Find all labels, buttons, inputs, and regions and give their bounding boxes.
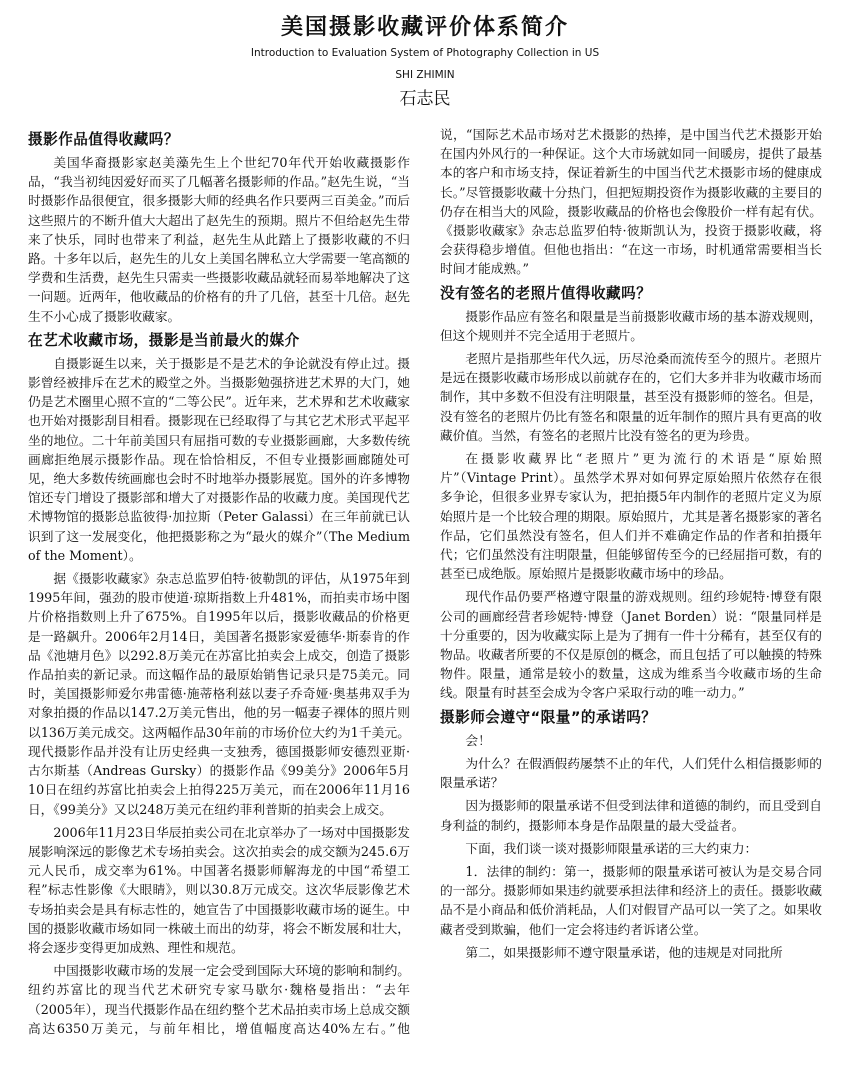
paragraph: 自摄影诞生以来，关于摄影是不是艺术的争论就没有停止过。摄影曾经被排斥在艺术的殿堂之外。当摄影勉强挤进艺术界的大门，她仍是艺术圈里心照不宣的“二等公民”。近年来，艺术界和艺术收藏家也开始对摄影刮目相看。摄影现在已经取得了与其它艺术形式平起平坐的地位。二十年前美国只有屈指可数的专业摄影画廊，大多数传统画廊拒绝展示摄影作品。现在恰恰相反，不但专业摄影画廊随处可见，绝大多数传统画廊也会时不时地举办摄影展览。国外的许多博物馆还专门增设了摄影部和增大了对摄影作品的收藏力度。美国现代艺术博物馆的摄影总监彼得·加拉斯（Peter Galassi）在三年前就已认识到了这一发展变化，他把摄影称之为“最火的媒介”（The Medium of the Moment）。 (28, 355, 410, 563)
article-header (28, 10, 822, 109)
section-heading: 摄影作品值得收藏吗？ (28, 131, 179, 148)
section-heading: 没有签名的老照片值得收藏吗？ (440, 284, 652, 302)
paragraph: 因为摄影师的限量承诺不但受到法律和道德的制约，而且受到自身利益的制约，摄影师本身是作品限量的最大受益者。 (440, 798, 822, 833)
paragraph: 美国华裔摄影家赵美藻先生上个世纪70年代开始收藏摄影作品，“我当初纯因爱好而买了几幅著名摄影师的作品。”赵先生说，“当时摄影作品很便宜，很多摄影大师的经典名作只要两三百美金。”而后这些照片的不断升值大大超出了赵先生的预期。照片不但给赵先生带来了快乐，同时也带来了利益，赵先生从此踏上了摄影收藏的不归路。十多年以后，赵先生的儿女上美国名牌私立大学需要一笔高额的学费和生活费，赵先生只需卖一些摄影收藏品就轻而易举地解决了这一问题。近两年，他收藏品的价格有的升了几倍，甚至十几倍。赵先生不小心成了摄影收藏家。 (28, 155, 410, 324)
paragraph: 为什么？在假酒假药屡禁不止的年代，人们凭什么相信摄影师的限量承诺？ (440, 755, 822, 791)
paragraph: 会！ (465, 732, 491, 748)
paragraph: 中国摄影收藏市场的发展一定会受到国际大环境的影响和制约。纽约苏富比的现当代艺术研究专家马歇尔·魏格曼指出：“去年（2005年），现当代摄影作品在纽约整个艺术品拍卖市场上总成交额高达6350万美元，与前年相比，增值幅度高达40%左右。”他说，“国际艺术品市场对艺术摄影的热捧，是中国当代艺术摄影开始在国内外风行的一种保证。这个大市场就如同一间暖房，提供了最基本的客户和市场支持，保证着新生的中国当代艺术摄影市场的健康成长。”尽管摄影收藏十分热门，但把短期投资作为摄影收藏的主要目的仍存在相当大的风险，摄影收藏品的价格也会像股价一样有起有伏。《摄影收藏家》杂志总监罗伯特·彼斯凯认为，投资于摄影收藏，将会获得稳步增值。但他也指出：“在这一市场，时机通常需要相当长时间才能成熟。” (28, 127, 822, 1036)
paragraph: 现代作品仍要严格遵守限量的游戏规则。纽约珍妮特·博登有限公司的画廊经营者珍妮特·博登（Janet Borden）说：“限量同样是十分重要的，因为收藏实际上是为了拥有一件十分稀有，甚至仅有的物品。收藏者所要的不仅是原创的概念，而且包括了可以触摸的特殊物件。限量，通常是较小的数量，这成为维系当今收藏市场的生命线。限量有时甚至会成为令客户采取行动的唯一动力。” (440, 589, 822, 701)
paragraph: 老照片是指那些年代久远，历尽沧桑而流传至今的照片。老照片是远在摄影收藏市场形成以前就存在的，它们大多并非为收藏市场而制作，其中多数不但没有注明限量，甚至没有摄影师的签名。但是，没有签名的老照片仍比有签名和限量的近年制作的照片具有更高的收藏价值。当然，有签名的老照片比没有签名的更为珍贵。 (440, 351, 822, 443)
paragraph: 在摄影收藏界比“老照片”更为流行的术语是“原始照片”（Vintage Print）。虽然学术界对如何界定原始照片依然存在很多争论，但很多业界专家认为，把拍摄5年内制作的老照片定义为原始照片是一个比较合理的期限。原始照片，尤其是著名摄影家的著名作品，它们虽然没有签名，但人们并不难确定作品的作者和拍摄年代；它们虽然没有注明限量，但能够留传至今的已经屈指可数，有的甚至已成绝版。原始照片是摄影收藏市场中的珍品。 (440, 451, 822, 582)
paragraph: 据《摄影收藏家》杂志总监罗伯特·彼勒凯的评估，从1975年到1995年间，强劲的股市使道·琼斯指数上升481%，而拍卖市场中图片价格指数则上升了675%。自1995年以后，摄影收藏品的价格更是一路飙升。2006年2月14日，美国著名摄影家爱德华·斯泰肯的作品《池塘月色》以292.8万美元在苏富比拍卖会上成交，创造了摄影作品拍卖的新记录。而这幅作品的最原始销售记录只是75美元。同时，美国摄影师爱尔弗雷德·施蒂格利兹以妻子乔奇娅·奥基弗双手为对象拍摄的作品以147.2万美元售出，他的另一幅妻子裸体的照片则以136万美元成交。这两幅作品30年前的市场价位大约为1千美元。现代摄影作品并没有让历史经典一支独秀，德国摄影师安德烈亚斯·古尔斯基（Andreas Gursky）的摄影作品《99美分》2006年5月10日在纽约苏富比拍卖会上拍得225万美元，而在2006年11月16日，《99美分》又以248万美元在纽约菲利普斯的拍卖会上成交。 (28, 571, 410, 817)
article-title: 美国摄影收藏评价体系简介 (280, 14, 569, 40)
article-body (28, 125, 822, 1053)
paragraph: 摄影作品应有签名和限量是当前摄影收藏市场的基本游戏规则，但这个规则并不完全适用于老照片。 (440, 308, 822, 343)
paragraph: 第二，如果摄影师不遵守限量承诺，他的违规是对同批所 (465, 944, 783, 960)
author-name-chinese: 石志民 (399, 89, 451, 109)
author-name-english: SHI ZHIMIN (395, 69, 455, 81)
article-subtitle-english: Introduction to Evaluation System of Photography Collection in US (250, 47, 600, 59)
section-heading: 摄影师会遵守“限量”的承诺吗？ (440, 708, 657, 726)
section-heading: 在艺术收藏市场，摄影是当前最火的媒介 (28, 331, 300, 349)
paragraph: 下面，我们谈一谈对摄影师限量承诺的三大约束力： (465, 840, 758, 856)
paragraph: 1．法律的制约：第一，摄影师的限量承诺可被认为是交易合同的一部分。摄影师如果违约就要承担法律和经济上的责任。摄影收藏品不是小商品和低价消耗品，人们对假冒产品可以一笑了之。如果收藏者受到欺骗，他们一定会将违约者诉诸公堂。 (440, 863, 822, 937)
paragraph: 2006年11月23日华辰拍卖公司在北京举办了一场对中国摄影发展影响深远的影像艺术专场拍卖会。这次拍卖会的成交额为245.6万元人民币，成交率为61%。中国著名摄影师解海龙的中国“希望工程”标志性影像《大眼睛》，则以30.8万元成交。这次华辰影像艺术专场拍卖会是具有标志性的，她宣告了中国摄影收藏市场的诞生。中国的摄影收藏市场如同一株破土而出的幼芽，将会不断发展和壮大，将会逐步变得更加成熟、理性和规范。 (28, 824, 410, 955)
